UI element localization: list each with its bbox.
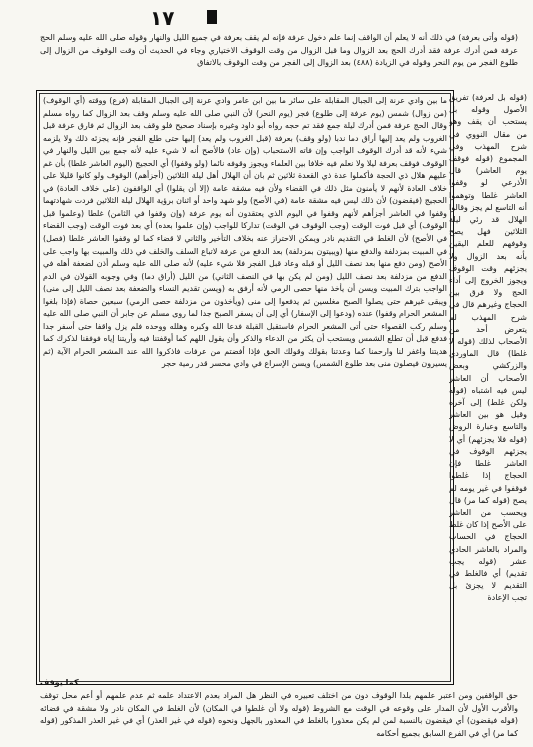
top-commentary: (قوله وأتى بعرفة) في ذلك أنه لا يعلم أن الواقف إنما علم دخول عرفة فإنه لم يقف بعرفة في جميع الليل والنهار وقوله صلى الله عليه وسلم الحج عرفة فمن أدرك عرفة فقد أدرك الحج بعد الزوال وما قبل الزوال من وقت الوقوف الاختياري وجاء في الحديث أن وقت الوقوف من الزوال إلى طلوع الفجر من يوم النحر وقوله في الزيادة (٤٨٨) بعد الزوال إلى الفجر من وقت الوقوف بالاتفاق <box>40 33 518 67</box>
bottom-commentary: حق الواقفين ومن اعتبر علمهم بلدا الوقوف دون من اختلف تعبيره في النظر هل المراد بعدم الاعتداد علمه ثم عدم علمهم أو أعم محل توقف والأقرب الأول لأن المدار على وقوعه في الوقت مع الشروط (قوله ولا أن غلطوا في المكان) لأن الغلط في المكان نادر ولا مشقة في قضائه (قوله فيقضون) أي فيقضون بالنسبة لمن لم يكن معذورا بالغلط في المعذور بالجهل ونحوه (قوله في غير العذر) أي في غير العذر المذكور (قوله كما مر) أي في الفرع السابق بجميع أحكامه <box>40 691 518 738</box>
folio-number: ١٧ <box>150 6 175 30</box>
side-commentary: (قوله بل لعرفة) تفريق الأصول وقوله بل يستحب أن يقف وهو من مقال النووي في شرح المهذب وفي المجموع (قوله فوقف يوم العاشر) قال الأذرعي لو وقفوا العاشر غلطا وتوهموا أنه التاسع لم يجز وقالوا الهلال قد رئي ليلة الثلاثين فهل يصح وقوفهم للعلم اليقين بأنه بعد الزوال ولا يجزئهم وقت الوقوف ويجوز الخروج إلى أداء الحج ولا فرق بين الحجاج وغيرهم قال في شرح المهذب لم يتعرض أحد من الأصحاب لذلك (قوله لا غلطا) قال الماوردي والزركشي وبعض الأصحاب أن العاشر ليس فيه اشتباه (قوله ولكن غلط) إلى آخره وقيل هو بين العاشر والتاسع وعبارة الروض (قوله فلا يجزئهم) أي لا يجزئهم الوقوف في العاشر غلطا فإن الحجاج إذا غلطوا فوقفوا في غير يومه لم يصح (قوله كما مر) قال ويحسب من العاشر على الأصح إذا كان غلط الحجاج في الحساب والمراد بالعاشر الحادي عشر (قوله يجب تقديم) أي فالغلط في التقديم لا يجزئ بل تجب الإعادة <box>449 93 527 603</box>
main-text-body: ما بين وادي عرنة إلى الجبال المقابلة على سائر ما بين ابن عامر وادي عرنة إلى الجبال المقابلة (فرع) ووقته (أي الوقوف) (من زوال) شمس (يوم عرفة إلى طلوع) فجر (يوم النحر) لأن النبي صلى الله عليه وسلم وقف بعد الزوال كما رواه مسلم وقال الحج عرفة فمن أدرك ليلة جمع فقد تم حجه رواه أبو داود وغيره بإسناد صحيح فلو وقف بعد الزوال ثم فارق عرفة قبل الغروب ولم يعد إليها أراق دما ندبا (ولو وقف) بعرفة (قبل الغروب ولم يعد) إليها حتى طلع الفجر فإنه يجزئه ذلك ولا يلزمه شيء لأنه قد أدرك الوقوف الواجب وإن فاته الاستحباب (وإن عاد) فالأصح أنه لا شيء عليه لأنه جمع بين الليل والنهار في الوقوف فوقف بعرفة ليلا ولا نعلم فيه خلافا بين العلماء ويجوز وقوفه نائما (ولو وقفوا) أي الحجيج (اليوم العاشر غلطا) بأن غم عليهم هلال ذي الحجة فأكملوا عدة ذي القعدة ثلاثين ثم بان أن الهلال أهل ليلة الثلاثين (أجزأهم) الوقوف ولو كانوا قليلا على خلاف العادة لأنهم لا يأمنون مثل ذلك في القضاء ولأن فيه مشقة عامة (إلا أن يقلوا) أي الواقفون (على خلاف العادة) في الحجيج (فيقضون) لأن ذلك ليس فيه مشقة عامة (في الأصح) ولو شهد واحد أو اثنان برؤية الهلال ليلة الثلاثين فردت شهادتهما وقفوا في العاشر أجزأهم لأنهم وقفوا في اليوم الذي يعتقدون أنه يوم عرفة (وإن وقفوا في الثامن) غلطا (وعلموا قبل الوقوف) أي قبل فوت الوقت (وجب الوقوف في الوقت) تداركا للواجب (وإن علموا بعده) أي بعد فوت الوقت (وجب القضاء في الأصح) لأن الغلط في التقديم نادر ويمكن الاحتراز عنه بخلاف التأخير والثاني لا قضاء كما لو وقفوا العاشر غلطا (فصل) في المبيت بمزدلفة والدفع منها (ويبيتون بمزدلفة) بعد الدفع من عرفة لاتباع السلف والخلف في ذلك والمبيت بها واجب على الأصح (ومن دفع منها بعد نصف الليل أو قبله وعاد قبل الفجر فلا شيء عليه) لأنه صلى الله عليه وسلم أذن لضعفة أهله في الدفع من مزدلفة بعد نصف الليل (ومن لم يكن بها في النصف الثاني) من الليل (أراق دما) وفي وجوبه القولان في الدم الواجب بترك المبيت ويسن أن يأخذ منها حصى الرمي لأنه أرفق به (ويسن تقديم النساء والضعفة بعد نصف الليل إلى منى) ويبقى غيرهم حتى يصلوا الصبح مغلسين ثم يدفعوا إلى منى (ويأخذون من مزدلفة حصى الرمي) سبعين حصاة (فإذا بلغوا المشعر الحرام وقفوا) عنده (ودعوا إلى الإسفار) أي إلى أن يسفر الصبح جدا لما روى مسلم عن جابر أن النبي صلى الله عليه وسلم ركب القصواء حتى أتى المشعر الحرام فاستقبل القبلة فدعا الله وكبره وهلله ووحده فلم يزل واقفا حتى أسفر جدا فدفع قبل أن تطلع الشمس ويستحب أن يكثر من الدعاء والذكر وأن يقول اللهم كما أوقفتنا فيه وأريتنا إياه فوفقنا لذكرك كما هديتنا واغفر لنا وارحمنا كما وعدتنا بقولك وقولك الحق فإذا أفضتم من عرفات فاذكروا الله عند المشعر الحرام الآية (ثم يسيرون فيصلون منى بعد طلوع الشمس) ويسن الإسراع في وادي محسر قدر رمية حجر <box>43 96 447 369</box>
catchword: كما يوقف <box>40 678 79 687</box>
main-text-frame <box>36 90 454 685</box>
printer-mark <box>207 10 217 24</box>
